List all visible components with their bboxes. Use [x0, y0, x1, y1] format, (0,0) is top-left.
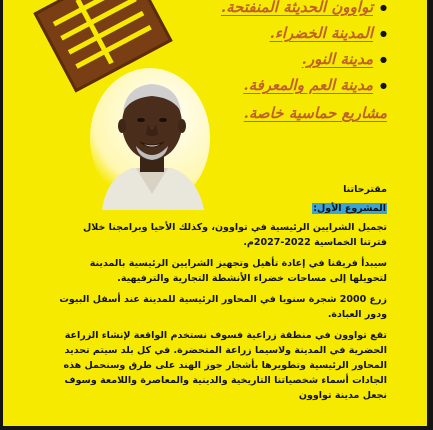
vision-item: ● المدينة الخضراء.	[187, 20, 387, 46]
vision-item: ● مدينة النور.	[187, 46, 387, 72]
paragraph: سيبدأ فريقنا في إعادة تأهيل وتجهيز الشرايين الرئيسية بالمدينة لتحويلها إلى مساحات خضراء الأنشطة التجارية والترفيهية.	[89, 258, 387, 284]
proposals-section	[57, 182, 387, 409]
paragraph: زرع 2000 شجرة سنويا في المحاور الرئيسية للمدينة عند أسفل البيوت ودور العبادة.	[59, 294, 387, 320]
vision-item: ● مدينة العم والمعرفة.	[187, 72, 387, 98]
paragraph: تقع تواوون في منطقة زراعية فسوف نستخدم الواقعة لإنشاء الزراعة الحضرية في المدينة ولاسيما زراعة المتحضرة. في كل بلد سيتم تحديد المحاور الرئيسية وتطويرها بأشجار جوز الهند على طرق وسنحمل هذه الجادات أسماء شخصياتنا التاريخية والدينية والمعاصرة واللامعة وسوف نجعل مدينة تواوون	[63, 330, 387, 401]
first-project-label: المشروع الأول:	[313, 203, 386, 214]
special-projects-heading: مشاريع حماسية خاصة.	[243, 104, 387, 122]
proposals-label: مقترحاتنا	[343, 184, 387, 195]
vision-list	[187, 0, 387, 126]
paragraph: تجميل الشرايين الرئيسية في تواوون، وكذلك الأحيا وبرامجنا خلال فترتنا الخماسية 2022-2027م.	[83, 222, 387, 248]
vision-item: ● تواوون الحديثة المنفتحة.	[187, 0, 387, 20]
